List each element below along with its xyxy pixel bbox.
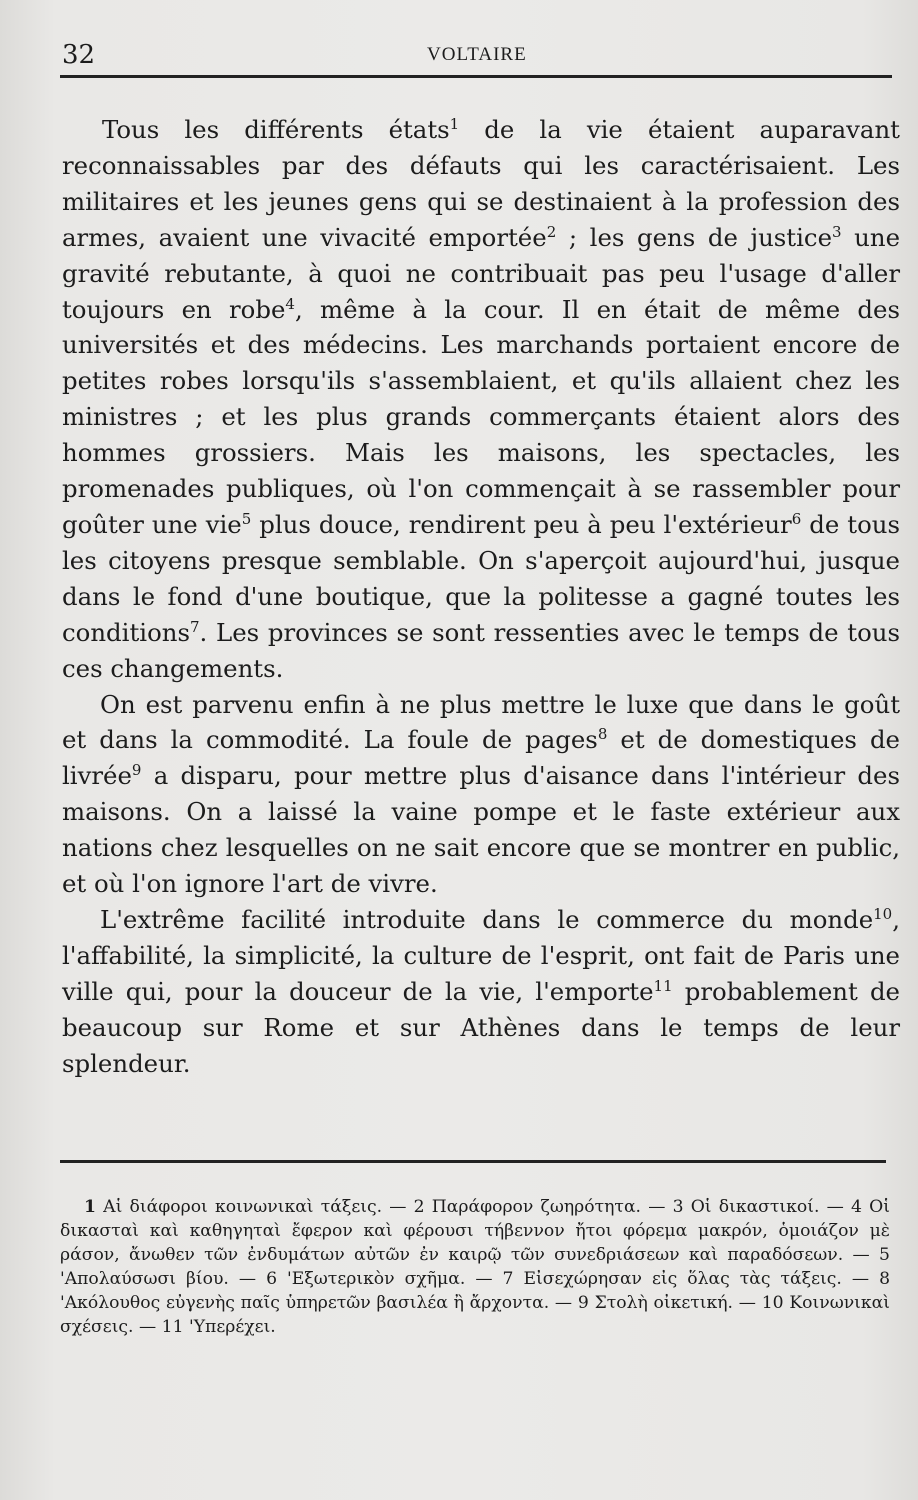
footnote-ref: 8 xyxy=(597,725,608,744)
footnote-ref: 3 xyxy=(832,222,842,241)
page-number: 32 xyxy=(62,40,96,70)
paragraph-3: L'extrême facilité introduite dans le commerce du monde$^{10}$, l'affabilité, la simplicité, la culture de l'esprit, ont fait de Paris une ville qui, pour la douceur de la vie, l'emporte$^{11}$ probablement de beaucoup sur Rome et sur Athènes dans le temps de leur splendeur. xyxy=(62,904,900,1078)
footnote-ref: 2 xyxy=(546,222,557,241)
footnote-ref: 5 xyxy=(241,509,252,528)
footnote-ref: 6 xyxy=(791,509,802,528)
footnote-rule xyxy=(60,1160,886,1163)
footnote-ref: 7 xyxy=(189,617,200,636)
footnote-number: 1 xyxy=(84,1197,96,1217)
page-header xyxy=(62,40,892,80)
footnote-ref: 11 xyxy=(653,976,673,995)
footnote-ref: 9 xyxy=(131,761,142,780)
footnotes xyxy=(60,1196,890,1339)
main-text xyxy=(62,112,900,1081)
footnote-text: Αἱ διάφοροι κοινωνικαὶ τάξεις. — 2 Παράφορον ζωηρότητα. — 3 Οἱ δικαστικοί. — 4 Οἱ δικασταὶ καὶ καθηγηταὶ ἔφερον καὶ φέρουσι τήβεννον ἤτοι φόρεμα μακρόν, ὁμοιάζον μὲ ράσον, ἄνωθεν τῶν ἐνδυμάτων αὐτῶν ἐν καιρῷ τῶν συνεδριάσεων καὶ παραδόσεων. — 5 'Απολαύσωσι βίου. — 6 'Εξωτερικὸν σχῆμα. — 7 Εἰσεχώρησαν εἰς ὅλας τὰς τάξεις. — 8 'Ακόλουθος εὐγενὴς παῖς ὑπηρετῶν βασιλέα ἢ ἄρχοντα. — 9 Στολὴ οἰκετική. — 10 Κοινωνικαὶ σχέσεις. — 11 'Υπερέχει. xyxy=(60,1197,890,1337)
footnote-block xyxy=(60,1196,890,1339)
paragraph-2: On est parvenu enfin à ne plus mettre le luxe que dans le goût et dans la commodité. La foule de pages$^8$ et de domestiques de livrée$^9$ a disparu, pour mettre plus d'aisance dans l'intérieur des maisons. On a laissé la vaine pompe et le faste extérieur aux nations chez lesquelles on ne sait encore que se montrer en public, et où l'on ignore l'art de vivre. xyxy=(62,689,900,899)
footnote-ref: 10 xyxy=(873,904,893,923)
running-title: VOLTAIRE xyxy=(427,44,527,65)
footnote-ref: 1 xyxy=(449,115,460,133)
paragraph-1: Tous les différents états$^1$ de la vie étaient auparavant reconnaissables par des défauts qui les caractérisaient. Les militaires et les jeunes gens qui se destinaient à la profession des armes, avaient une vivacité emportée$^2$ ; les gens de justice$^3$ une gravité rebutante, à quoi ne contribuait pas peu l'usage d'aller toujours en robe$^4$, même à la cour. Il en était de même des universités et des médecins. Les marchands portaient encore de petites robes lorsqu'ils s'assemblaient, et qu'ils allaient chez les ministres ; et les plus grands commerçants étaient alors des hommes grossiers. Mais les maisons, les spectacles, les promenades publiques, où l'on commençait à se rassembler pour goûter une vie$^5$ plus douce, rendirent peu à peu l'extérieur$^6$ de tous les citoyens presque semblable. On s'aperçoit aujourd'hui, jusque dans le fond d'une boutique, que la politesse a gagné toutes les conditions$^7$. Les provinces se sont ressenties avec le temps de tous ces changements. xyxy=(62,115,901,683)
header-rule xyxy=(60,75,892,78)
footnote-ref: 4 xyxy=(285,294,295,313)
